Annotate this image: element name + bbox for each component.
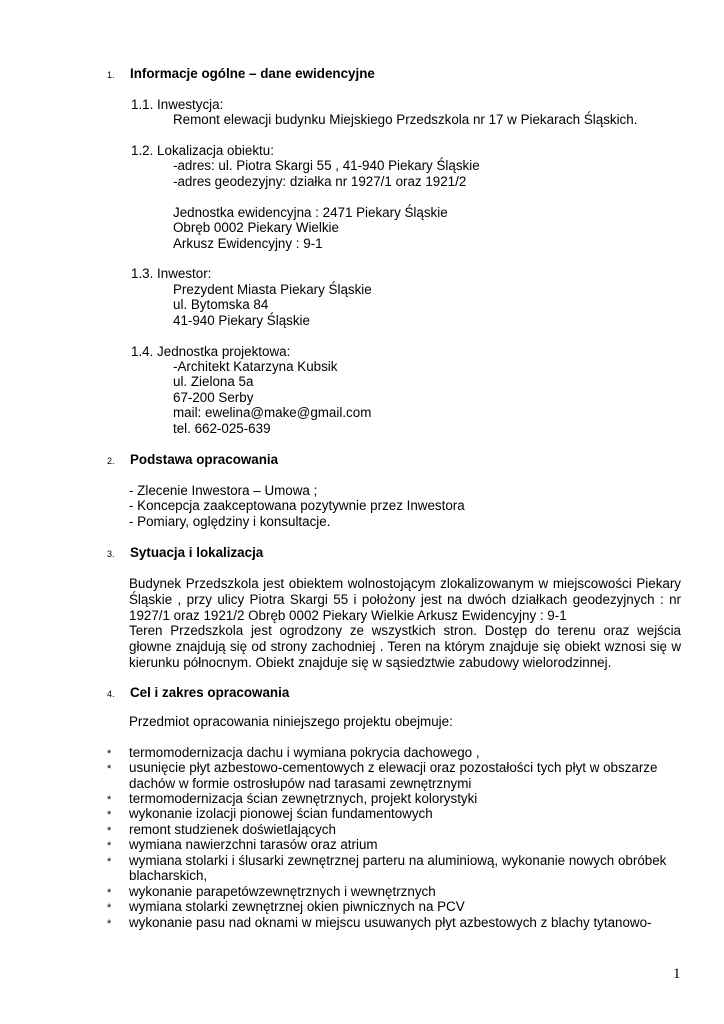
bullet-marker: *	[107, 809, 112, 821]
scope-item: wykonanie izolacji pionowej ścian fundamentowych	[129, 806, 433, 821]
scope-item: wymiana nawierzchni tarasów oraz atrium	[129, 837, 378, 852]
section-number: 2.	[107, 456, 115, 466]
scope-item: wymiana stolarki zewnętrznej okien piwnicznych na PCV	[129, 899, 465, 914]
investor-line: ul. Bytomska 84	[173, 297, 269, 312]
bullet-marker: *	[107, 748, 112, 760]
sheet-line: Arkusz Ewidencyjny : 9-1	[173, 236, 323, 251]
location-paragraph: Teren Przedszkola jest ogrodzony ze wszystkich stron. Dostęp do terenu oraz wejścia głowne znajdują się od strony zachodniej . Teren na którym znajduje się obiekt wznosi się w kierunku północnym. Obiekt znajduje się w sąsiedztwie zabudowy wielorodzinnej.	[129, 623, 681, 670]
design-unit-line: ul. Zielona 5a	[173, 374, 254, 389]
section-number: 3.	[107, 549, 115, 559]
section-heading: Sytuacja i lokalizacja	[130, 545, 264, 560]
address-line: -adres: ul. Piotra Skargi 55 , 41-940 Piekary Śląskie	[173, 158, 480, 173]
scope-item: termomodernizacja dachu i wymiana pokrycia dachowego ,	[129, 745, 480, 760]
inwestycja-text: Remont elewacji budynku Miejskiego Przedszkola nr 17 w Piekarach Śląskich.	[173, 112, 638, 127]
investor-line: 41-940 Piekary Śląskie	[173, 313, 310, 328]
scope-item-continuation: blacharskich,	[129, 868, 208, 883]
basis-item: - Pomiary, oględziny i konsultacje.	[129, 514, 331, 529]
geodetic-address-line: -adres geodezyjny: działka nr 1927/1 oraz 1921/2	[173, 174, 467, 189]
subsection-label: 1.3. Inwestor:	[131, 266, 212, 281]
scope-item: termomodernizacja ścian zewnętrznych, projekt kolorystyki	[129, 791, 478, 806]
bullet-marker: *	[107, 902, 112, 914]
investor-line: Prezydent Miasta Piekary Śląskie	[173, 282, 372, 297]
scope-item: wymiana stolarki i ślusarki zewnętrznej parteru na aluminiową, wykonanie nowych obróbek	[129, 853, 667, 868]
subsection-label: 1.1. Inwestycja:	[131, 97, 224, 112]
scope-item: remont studzienek doświetlających	[129, 822, 336, 837]
design-unit-line: 67-200 Serby	[173, 390, 254, 405]
scope-item: usunięcie płyt azbestowo-cementowych z elewacji oraz pozostałości tych płyt w obszarze	[129, 760, 658, 775]
section-heading: Informacje ogólne – dane ewidencyjne	[130, 66, 375, 81]
bullet-marker: *	[107, 794, 112, 806]
bullet-marker: *	[107, 887, 112, 899]
registry-unit-line: Jednostka ewidencyjna : 2471 Piekary Śląskie	[173, 205, 448, 220]
bullet-marker: *	[107, 840, 112, 852]
bullet-marker: *	[107, 825, 112, 837]
section-heading: Cel i zakres opracowania	[130, 685, 290, 700]
scope-item: wykonanie parapetówzewnętrznych i wewnętrznych	[129, 884, 436, 899]
basis-item: - Koncepcja zaakceptowana pozytywnie przez Inwestora	[129, 498, 465, 513]
design-unit-phone: tel. 662-025-639	[173, 421, 271, 436]
subsection-label: 1.4. Jednostka projektowa:	[131, 344, 291, 359]
scope-intro: Przedmiot opracowania niniejszego projektu obejmuje:	[129, 714, 453, 729]
bullet-marker: *	[107, 856, 112, 868]
section-number: 1.	[107, 70, 115, 80]
bullet-marker: *	[107, 918, 112, 930]
design-unit-email: mail: ewelina@make@gmail.com	[173, 405, 372, 420]
section-number: 4.	[107, 689, 115, 699]
scope-item: wykonanie pasu nad oknami w miejscu usuwanych płyt azbestowych z blachy tytanowo-	[129, 915, 652, 930]
page-number: 1	[673, 966, 681, 982]
precinct-line: Obręb 0002 Piekary Wielkie	[173, 220, 339, 235]
subsection-label: 1.2. Lokalizacja obiektu:	[131, 143, 274, 158]
bullet-marker: *	[107, 763, 112, 775]
basis-item: - Zlecenie Inwestora – Umowa ;	[129, 483, 318, 498]
design-unit-line: -Architekt Katarzyna Kubsik	[173, 359, 338, 374]
location-paragraph: Budynek Przedszkola jest obiektem wolnostojącym zlokalizowanym w miejscowości Piekary Śląskie , przy ulicy Piotra Skargi 55 i położony jest na dwóch działkach geodezyjnych : nr 1927/1 oraz 1921/2 Obręb 0002 Piekary Wielkie Arkusz Ewidencyjny : 9-1	[129, 576, 681, 623]
scope-item-continuation: dachów w formie ostrosłupów nad tarasami zewnętrznymi	[129, 776, 472, 791]
section-heading: Podstawa opracowania	[130, 452, 279, 467]
